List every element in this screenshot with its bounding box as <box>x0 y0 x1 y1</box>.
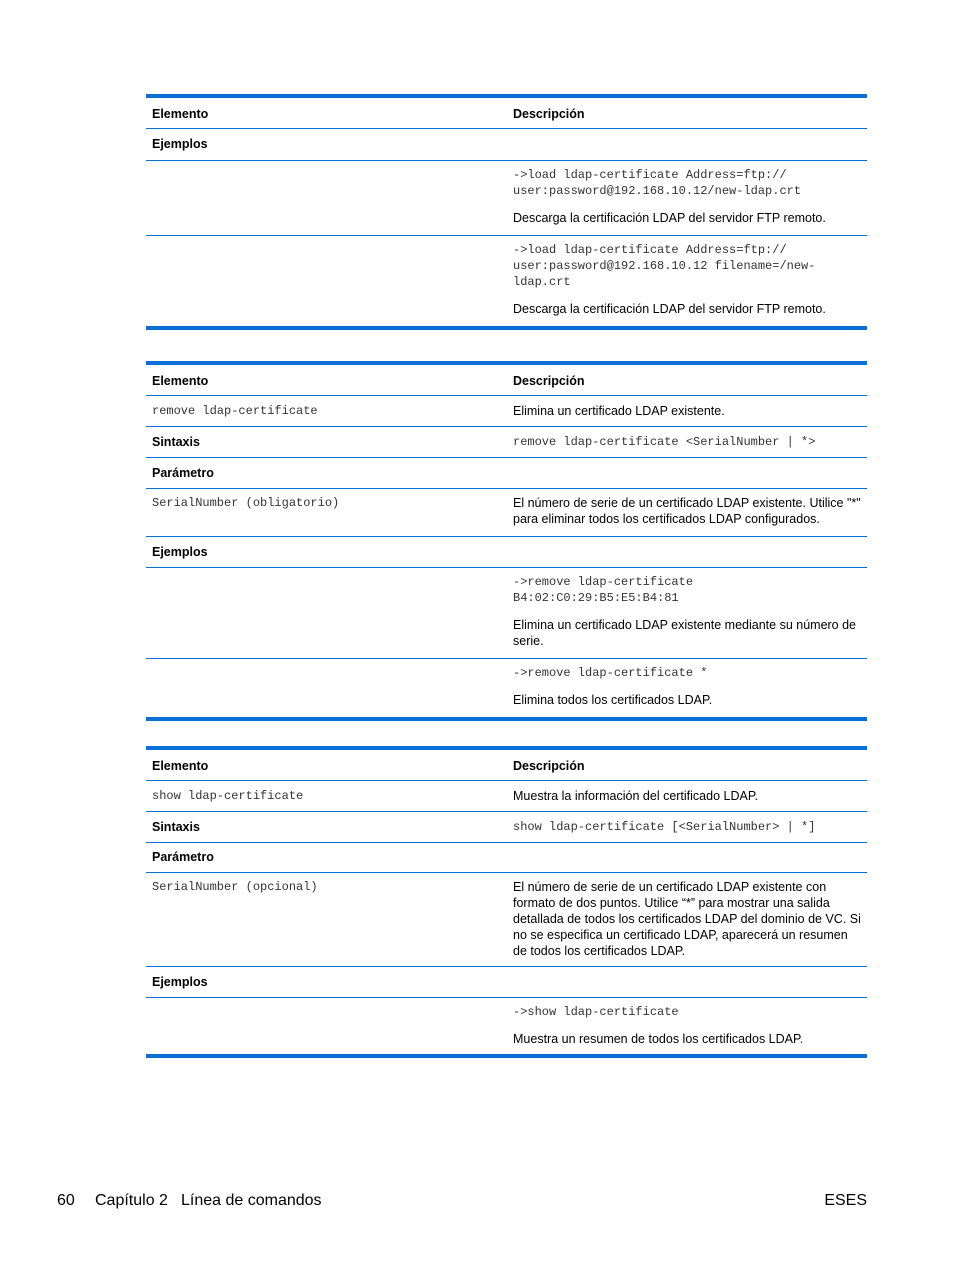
command-name: show ldap-certificate <box>152 789 304 803</box>
header-elemento: Elemento <box>152 759 209 773</box>
sintaxis-label: Sintaxis <box>152 435 200 449</box>
table-show-ldap-certificate <box>146 746 867 1058</box>
example-command: ->remove ldap-certificate B4:02:C0:29:B5:E5:B4:81 <box>513 575 694 605</box>
parameter-name: SerialNumber (obligatorio) <box>152 496 340 510</box>
ejemplos-label: Ejemplos <box>152 975 208 989</box>
table-header-row <box>146 365 867 395</box>
table-row <box>146 536 867 567</box>
header-descripcion: Descripción <box>513 107 585 121</box>
table-row <box>146 842 867 872</box>
command-description: Elimina un certificado LDAP existente. <box>513 404 725 418</box>
example-description: Elimina un certificado LDAP existente mediante su número de serie. <box>513 618 857 648</box>
example-row <box>146 567 867 658</box>
table-row <box>146 457 867 488</box>
example-command: ->load ldap-certificate Address=ftp:// user:password@192.168.10.12 filename=/new- ldap.crt <box>513 243 816 289</box>
command-row <box>146 395 867 426</box>
command-name: remove ldap-certificate <box>152 404 318 418</box>
example-row <box>146 235 867 326</box>
syntax-value: remove ldap-certificate <SerialNumber | *> <box>513 435 816 449</box>
parameter-description: El número de serie de un certificado LDAP existente con formato de dos puntos. Utilice “*” para mostrar una salida detallada de todos los certificados LDAP del dominio de VC. Si no se especifica un certificado LDAP, aparecerá un resumen de todos los certificados LDAP. <box>513 880 861 958</box>
table-row <box>146 966 867 997</box>
parameter-description: El número de serie de un certificado LDAP existente. Utilice "*" para eliminar todos los certificados LDAP configurados. <box>513 496 861 526</box>
header-descripcion: Descripción <box>513 374 585 388</box>
chapter-title: Línea de comandos <box>181 1192 322 1209</box>
parameter-row <box>146 488 867 536</box>
table-load-ldap-examples <box>146 94 867 330</box>
ejemplos-label: Ejemplos <box>152 137 208 151</box>
example-row <box>146 997 867 1054</box>
table-header-row <box>146 98 867 128</box>
example-description: Descarga la certificación LDAP del servidor FTP remoto. <box>513 211 826 225</box>
syntax-row <box>146 426 867 457</box>
language-code: ESES <box>824 1192 867 1209</box>
header-descripcion: Descripción <box>513 759 585 773</box>
parametro-label: Parámetro <box>152 850 214 864</box>
example-row <box>146 160 867 235</box>
command-description: Muestra la información del certificado LDAP. <box>513 789 759 803</box>
example-description: Elimina todos los certificados LDAP. <box>513 693 713 707</box>
sintaxis-label: Sintaxis <box>152 820 200 834</box>
syntax-value: show ldap-certificate [<SerialNumber> | *] <box>513 820 816 834</box>
example-command: ->show ldap-certificate <box>513 1005 679 1019</box>
example-row <box>146 658 867 717</box>
table-row <box>146 128 867 160</box>
parameter-row <box>146 872 867 966</box>
parameter-name: SerialNumber (opcional) <box>152 880 318 894</box>
syntax-row <box>146 811 867 842</box>
header-elemento: Elemento <box>152 374 209 388</box>
example-command: ->remove ldap-certificate * <box>513 666 708 680</box>
ejemplos-label: Ejemplos <box>152 545 208 559</box>
command-row <box>146 780 867 811</box>
header-elemento: Elemento <box>152 107 209 121</box>
table-remove-ldap-certificate <box>146 361 867 721</box>
table-header-row <box>146 750 867 780</box>
example-description: Muestra un resumen de todos los certificados LDAP. <box>513 1032 804 1046</box>
example-command: ->load ldap-certificate Address=ftp:// user:password@192.168.10.12/new-ldap.crt <box>513 168 802 198</box>
page-number: 60 <box>57 1192 75 1209</box>
chapter-label: Capítulo 2 <box>95 1192 168 1209</box>
example-description: Descarga la certificación LDAP del servidor FTP remoto. <box>513 302 826 316</box>
parametro-label: Parámetro <box>152 466 214 480</box>
